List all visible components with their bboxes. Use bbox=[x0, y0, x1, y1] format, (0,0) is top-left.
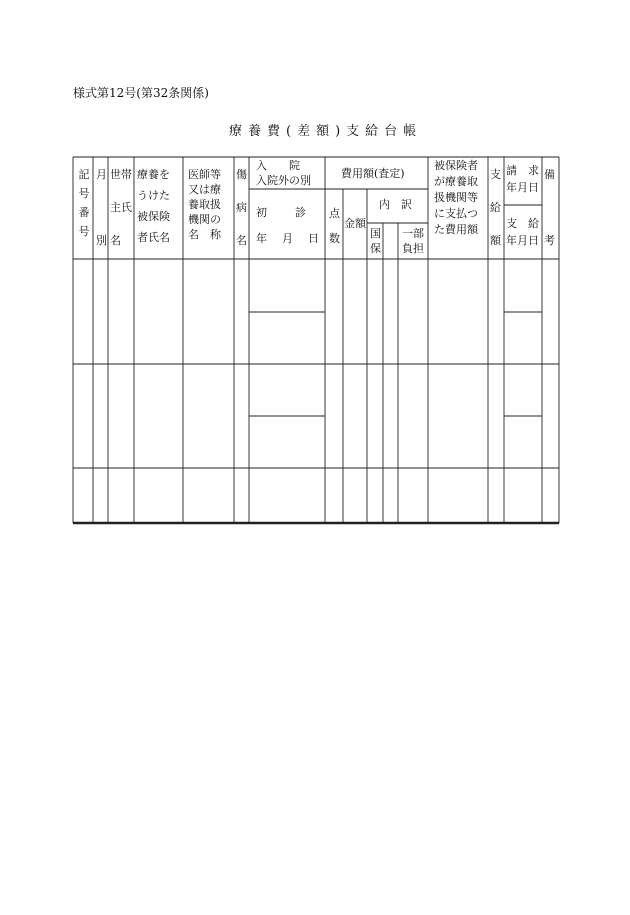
header-kyu: 給 bbox=[490, 201, 501, 214]
header-hiyo: 費用額(査定) bbox=[341, 167, 405, 180]
header-text: 機関の bbox=[188, 213, 221, 226]
header-ho: 保 bbox=[370, 242, 381, 255]
header-text: 号 bbox=[78, 187, 90, 200]
header-shikyu: 支 給 bbox=[506, 217, 539, 230]
header-ko: 考 bbox=[544, 234, 555, 247]
header-ishi bbox=[188, 169, 221, 240]
header-seikyu: 請 求 bbox=[506, 164, 539, 177]
header-text: た費用額 bbox=[434, 223, 478, 236]
header-ryoyo bbox=[137, 169, 170, 243]
header-text: 養取扱 bbox=[188, 198, 221, 211]
header-text: うけた bbox=[137, 189, 170, 202]
header-betsu: 別 bbox=[96, 234, 107, 247]
header-bi: 備 bbox=[544, 168, 555, 181]
header-text: 被保険 bbox=[137, 210, 170, 223]
header-sho: 傷 bbox=[236, 168, 247, 181]
header-setai: 世帯 bbox=[110, 168, 132, 181]
header-futan: 負担 bbox=[402, 242, 424, 255]
header-kigou-bango bbox=[77, 169, 91, 237]
header-su: 数 bbox=[329, 232, 340, 245]
header-text: 番 bbox=[78, 206, 90, 219]
header-shi: 支 bbox=[490, 168, 501, 181]
header-kingaku: 金額 bbox=[344, 217, 366, 230]
header-text: 号 bbox=[78, 225, 90, 238]
header-text: 扱機関等 bbox=[434, 191, 478, 204]
header-gaku: 額 bbox=[490, 234, 501, 247]
header-mei2: 名 bbox=[236, 234, 247, 247]
header-shoshin: 初 診 bbox=[256, 206, 308, 219]
header-shoshin-date: 年 月 日 bbox=[256, 232, 321, 245]
header-seikyu-date: 年月日 bbox=[506, 181, 539, 194]
header-ten: 点 bbox=[329, 207, 340, 220]
form-code: 様式第12号(第32条関係) bbox=[73, 86, 209, 100]
header-text: 記 bbox=[78, 168, 90, 181]
ledger-table bbox=[73, 157, 559, 523]
header-text: に支払つ bbox=[434, 207, 478, 220]
header-text: 名 称 bbox=[188, 228, 221, 241]
header-shikyu-date: 年月日 bbox=[506, 234, 539, 247]
header-text: 被保険者 bbox=[434, 159, 478, 172]
header-byo: 病 bbox=[236, 201, 247, 214]
header-text: 又は療 bbox=[188, 183, 221, 196]
header-uchiwake: 内 訳 bbox=[379, 198, 412, 211]
header-nushishi: 主氏 bbox=[110, 201, 132, 214]
header-text: 療養を bbox=[137, 168, 170, 181]
header-nyuin: 入 院 bbox=[256, 159, 300, 172]
header-hihokensha bbox=[434, 160, 478, 235]
header-text: 者氏名 bbox=[137, 231, 170, 244]
header-koku: 国 bbox=[370, 227, 381, 240]
header-mei: 名 bbox=[110, 234, 121, 247]
header-tsuki: 月 bbox=[96, 168, 107, 181]
header-text: 医師等 bbox=[188, 168, 221, 181]
header-ichibu: 一部 bbox=[402, 227, 424, 240]
page-title: 療養費(差額)支給台帳 bbox=[229, 124, 423, 139]
header-text: が療養取 bbox=[434, 175, 478, 188]
header-nyuingai: 入院外の別 bbox=[256, 174, 311, 187]
